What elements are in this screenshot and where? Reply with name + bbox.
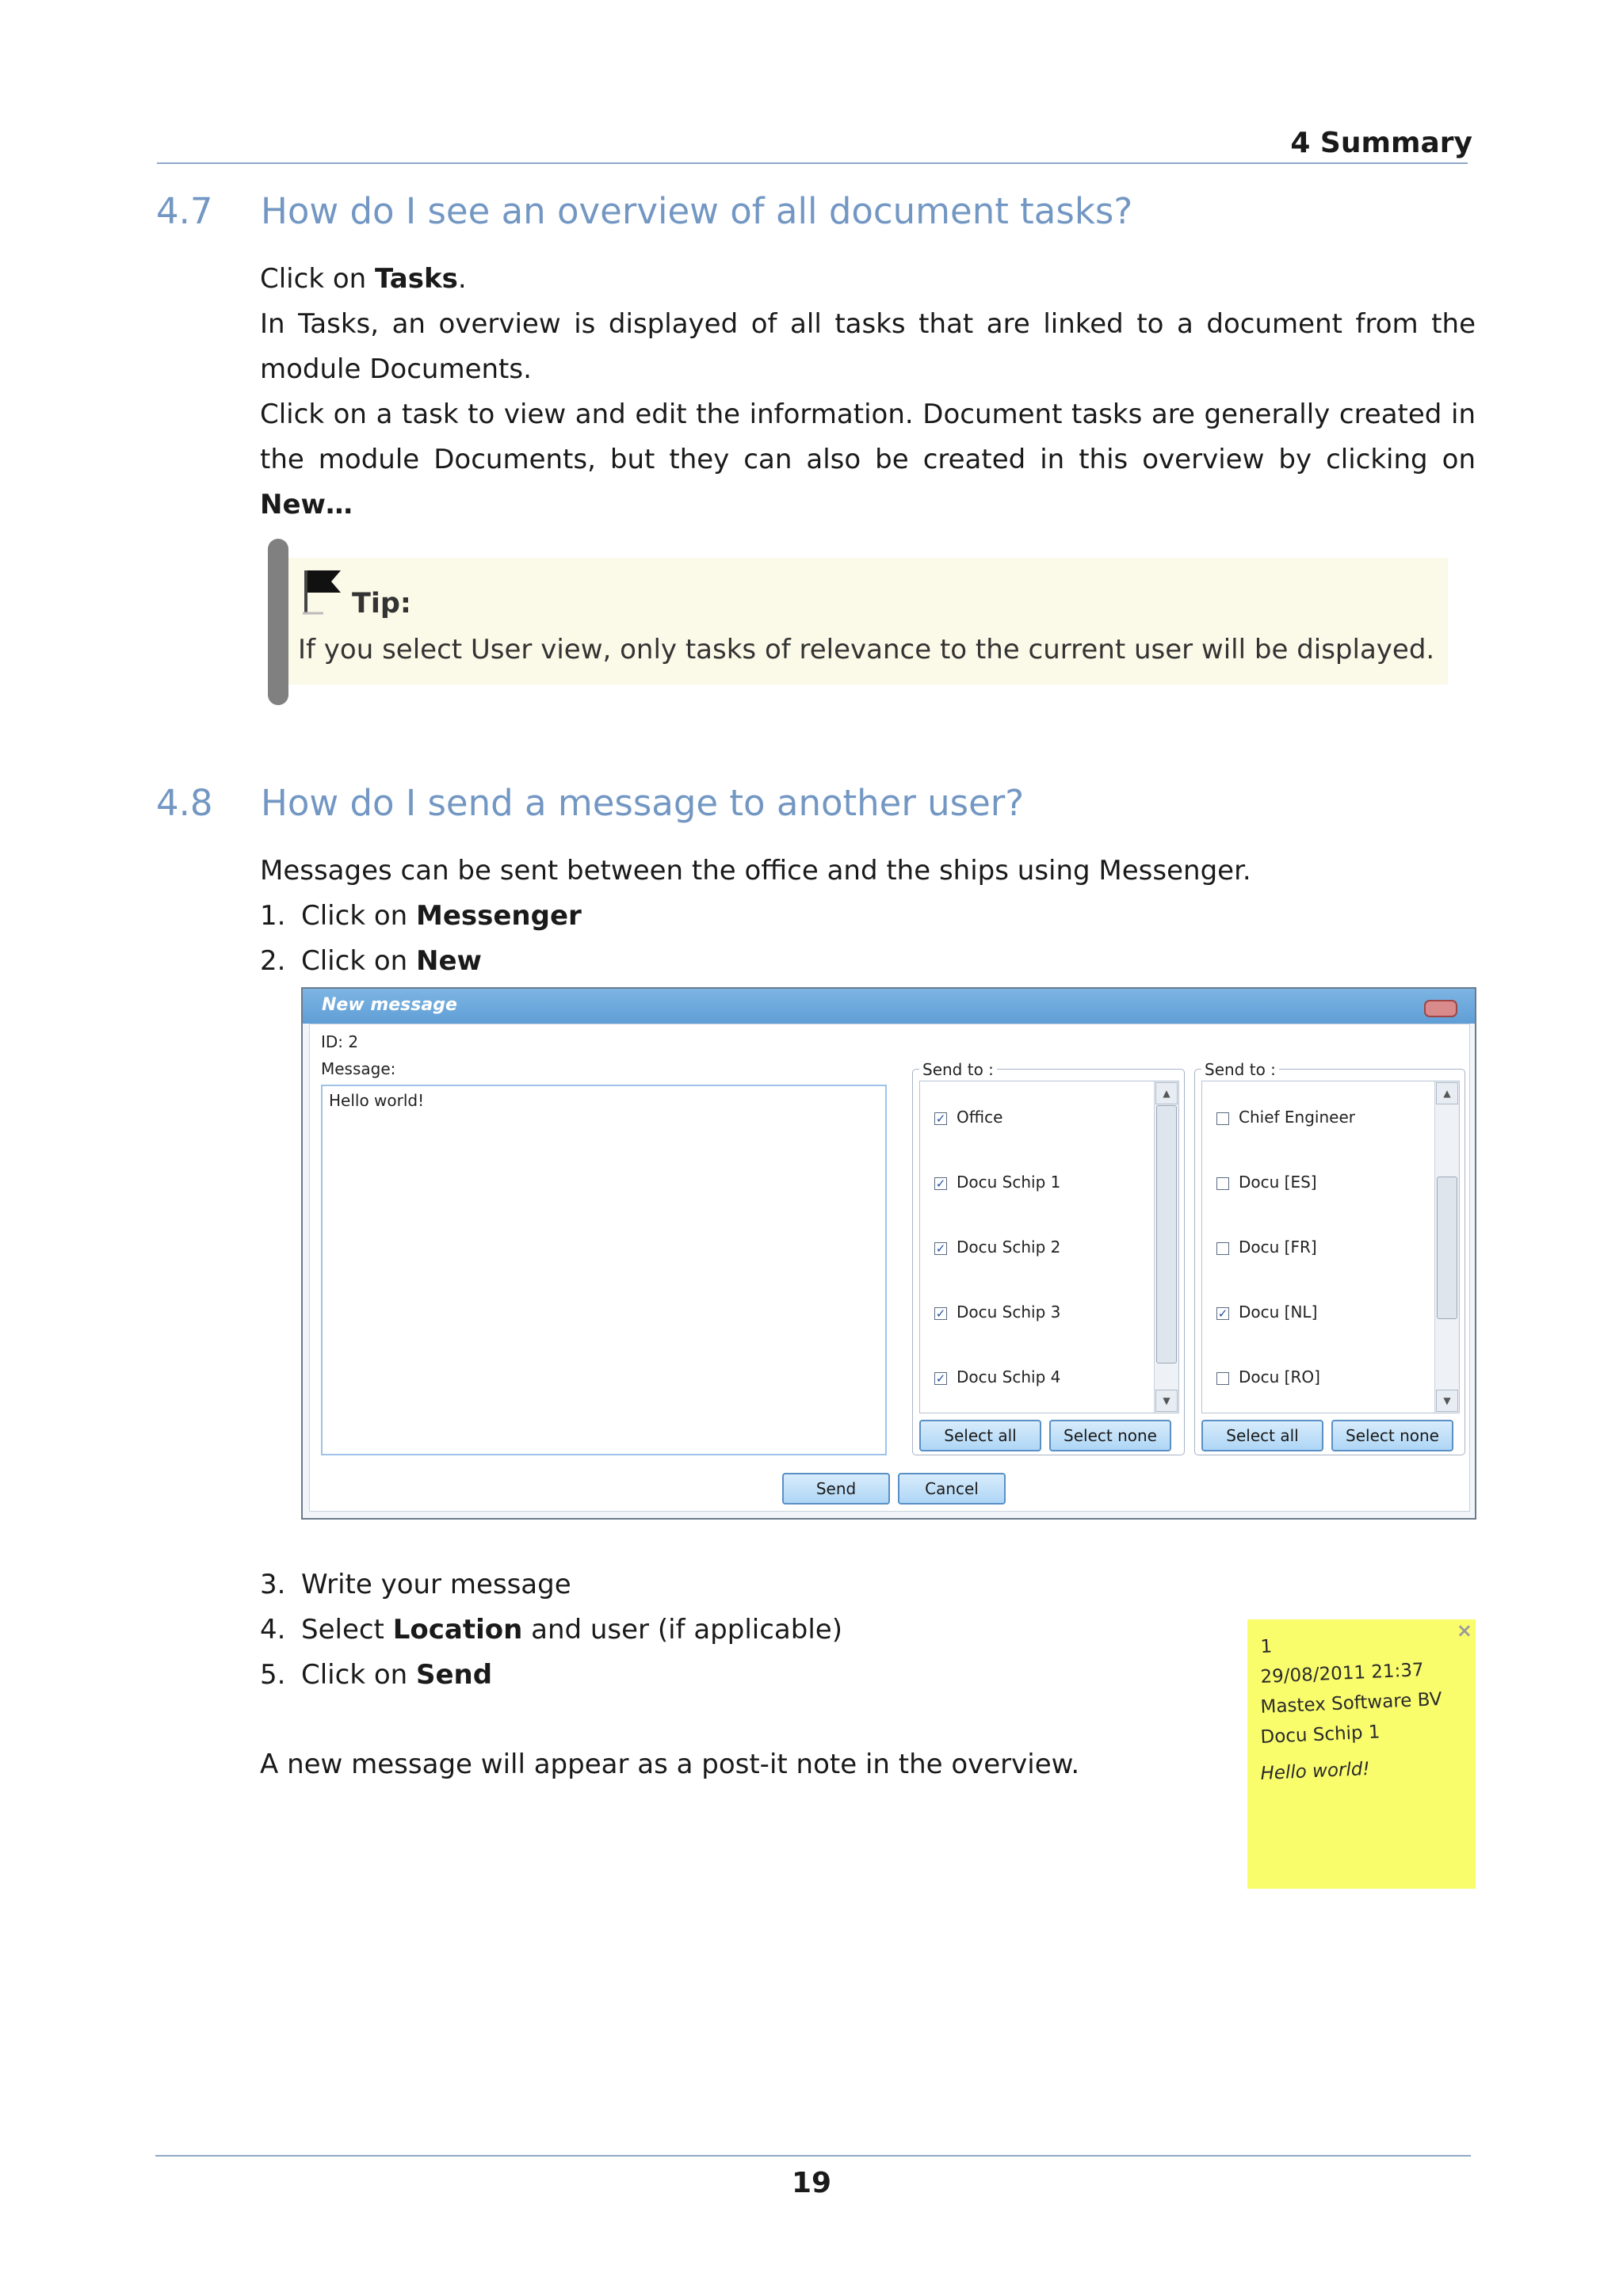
section-4-8-intro: [260, 849, 1476, 984]
section-4-7-heading: [156, 190, 1132, 232]
bold-term: Tasks: [374, 263, 458, 295]
new-message-dialog: [301, 987, 1476, 1520]
text: Click on: [301, 900, 416, 932]
bold-term: New: [415, 945, 482, 977]
checkbox[interactable]: ✓: [935, 1241, 946, 1256]
send-to-group-users: [1194, 1060, 1465, 1455]
text: Click on: [301, 945, 416, 977]
note-timestamp: 29/08/2011 21:37: [1260, 1660, 1425, 1688]
list-item: [260, 1608, 1211, 1653]
post-it-note[interactable]: [1247, 1619, 1476, 1889]
scroll-down-icon[interactable]: ▼: [1155, 1390, 1178, 1412]
text: Click on: [260, 263, 375, 295]
steps-list-b: [260, 1562, 1211, 1698]
list-item[interactable]: [1216, 1300, 1317, 1324]
item-label: Docu Schip 4: [957, 1367, 1061, 1386]
item-label: Docu [FR]: [1239, 1238, 1317, 1257]
note-location: Docu Schip 1: [1260, 1722, 1381, 1748]
checkbox[interactable]: [1216, 1242, 1229, 1255]
step-number: 2.: [260, 945, 286, 977]
text: and user (if applicable): [522, 1614, 842, 1646]
tip-text: If you select User view, only tasks of relevance to the current user will be displayed.: [298, 634, 1435, 666]
steps-list-a: [260, 894, 1476, 984]
checkbox[interactable]: [1216, 1177, 1229, 1190]
list-item: [260, 1653, 1211, 1698]
scrollbar[interactable]: [1434, 1081, 1459, 1413]
scroll-thumb[interactable]: [1437, 1177, 1457, 1319]
note-id: 1: [1260, 1636, 1273, 1657]
scrollbar[interactable]: [1154, 1081, 1178, 1413]
section-title: How do I send a message to another user?: [261, 782, 1025, 824]
select-none-button[interactable]: Select none: [1331, 1420, 1453, 1451]
select-none-button[interactable]: Select none: [1049, 1420, 1171, 1451]
section-number: 4.7: [156, 190, 213, 232]
tip-accent-bar: [268, 539, 288, 705]
paragraph: [260, 392, 1476, 528]
list-item: [260, 939, 1476, 984]
cancel-button[interactable]: Cancel: [898, 1473, 1006, 1505]
section-4-8-heading: [156, 782, 1024, 824]
item-label: Docu [RO]: [1239, 1367, 1320, 1386]
checkbox[interactable]: ✓: [935, 1176, 946, 1191]
item-label: Docu [NL]: [1239, 1302, 1318, 1322]
section-4-7-body: [260, 257, 1476, 528]
tip-title: Tip:: [352, 588, 411, 620]
select-all-button[interactable]: Select all: [919, 1420, 1041, 1451]
list-item: [260, 1562, 1211, 1608]
id-label: ID: 2: [321, 1032, 359, 1051]
paragraph: [260, 257, 1476, 302]
item-label: Docu Schip 1: [957, 1173, 1061, 1192]
text: .: [457, 263, 467, 295]
note-sender: Mastex Software BV: [1260, 1689, 1443, 1718]
dialog-body: [309, 1024, 1470, 1512]
running-head: 4 Summary: [1290, 127, 1472, 159]
checkbox[interactable]: [1216, 1372, 1229, 1385]
section-number: 4.8: [156, 782, 213, 824]
step-number: 3.: [260, 1569, 286, 1600]
step-number: 5.: [260, 1659, 286, 1691]
group-label: Send to :: [1201, 1060, 1279, 1079]
checkbox[interactable]: ✓: [935, 1371, 946, 1386]
list-item[interactable]: [934, 1105, 1002, 1129]
tip-box: [288, 558, 1448, 685]
locations-list: [919, 1081, 1179, 1413]
users-list: [1201, 1081, 1460, 1413]
item-label: Chief Engineer: [1239, 1108, 1355, 1127]
list-item[interactable]: [1216, 1170, 1317, 1194]
paragraph: Messages can be sent between the office and the ships using Messenger.: [260, 855, 1251, 887]
list-item[interactable]: [1216, 1105, 1355, 1129]
message-label: Message:: [321, 1059, 396, 1078]
text: Select: [301, 1614, 393, 1646]
message-text: Hello world!: [329, 1091, 425, 1110]
scroll-down-icon[interactable]: ▼: [1436, 1390, 1458, 1412]
flag-icon: [300, 566, 347, 615]
outro-paragraph: A new message will appear as a post-it note in the overview.: [260, 1749, 1080, 1780]
dialog-title: New message: [322, 995, 457, 1015]
section-title: How do I see an overview of all document tasks?: [261, 190, 1133, 232]
list-item: [260, 894, 1476, 939]
checkbox[interactable]: ✓: [1217, 1306, 1228, 1321]
paragraph: In Tasks, an overview is displayed of all tasks that are linked to a document from the module Documents.: [260, 308, 1476, 385]
select-all-button[interactable]: Select all: [1201, 1420, 1323, 1451]
bold-term: Location: [392, 1614, 523, 1646]
send-button[interactable]: Send: [782, 1473, 890, 1505]
step-number: 1.: [260, 900, 286, 932]
item-label: Office: [957, 1108, 1003, 1127]
list-item[interactable]: [934, 1365, 1060, 1389]
checkbox[interactable]: ✓: [935, 1111, 946, 1126]
message-textarea[interactable]: [321, 1085, 887, 1455]
section-4-8-steps: [260, 1562, 1211, 1698]
bold-term: Messenger: [415, 900, 582, 932]
scroll-thumb[interactable]: [1156, 1105, 1177, 1363]
scroll-up-icon[interactable]: ▲: [1155, 1082, 1178, 1104]
checkbox[interactable]: [1216, 1112, 1229, 1125]
dialog-titlebar: [303, 989, 1475, 1024]
send-to-group-locations: [912, 1060, 1185, 1455]
note-message: Hello world!: [1260, 1758, 1371, 1784]
page-number: 19: [791, 2167, 832, 2199]
scroll-up-icon[interactable]: ▲: [1436, 1082, 1458, 1104]
group-label: Send to :: [919, 1060, 997, 1079]
close-icon[interactable]: ×: [1456, 1619, 1472, 1642]
bold-term: New…: [260, 489, 353, 521]
item-label: Docu Schip 3: [957, 1302, 1061, 1322]
item-label: Docu Schip 2: [957, 1238, 1061, 1257]
list-item[interactable]: [1216, 1235, 1317, 1259]
close-button[interactable]: [1424, 1000, 1457, 1017]
text: Write your message: [301, 1569, 571, 1600]
item-label: Docu [ES]: [1239, 1173, 1317, 1192]
step-number: 4.: [260, 1614, 286, 1646]
list-item[interactable]: [934, 1300, 1060, 1324]
header-rule: [157, 162, 1468, 164]
list-item[interactable]: [1216, 1365, 1320, 1389]
footer-rule: [155, 2155, 1471, 2157]
list-item[interactable]: [934, 1170, 1060, 1194]
text: Click on: [301, 1659, 416, 1691]
list-item[interactable]: [934, 1235, 1060, 1259]
bold-term: Send: [415, 1659, 493, 1691]
checkbox[interactable]: ✓: [935, 1306, 946, 1321]
text: Click on a task to view and edit the information. Document tasks are generally created in the module Documents, but they can also be created in this overview by clicking on: [260, 399, 1476, 475]
